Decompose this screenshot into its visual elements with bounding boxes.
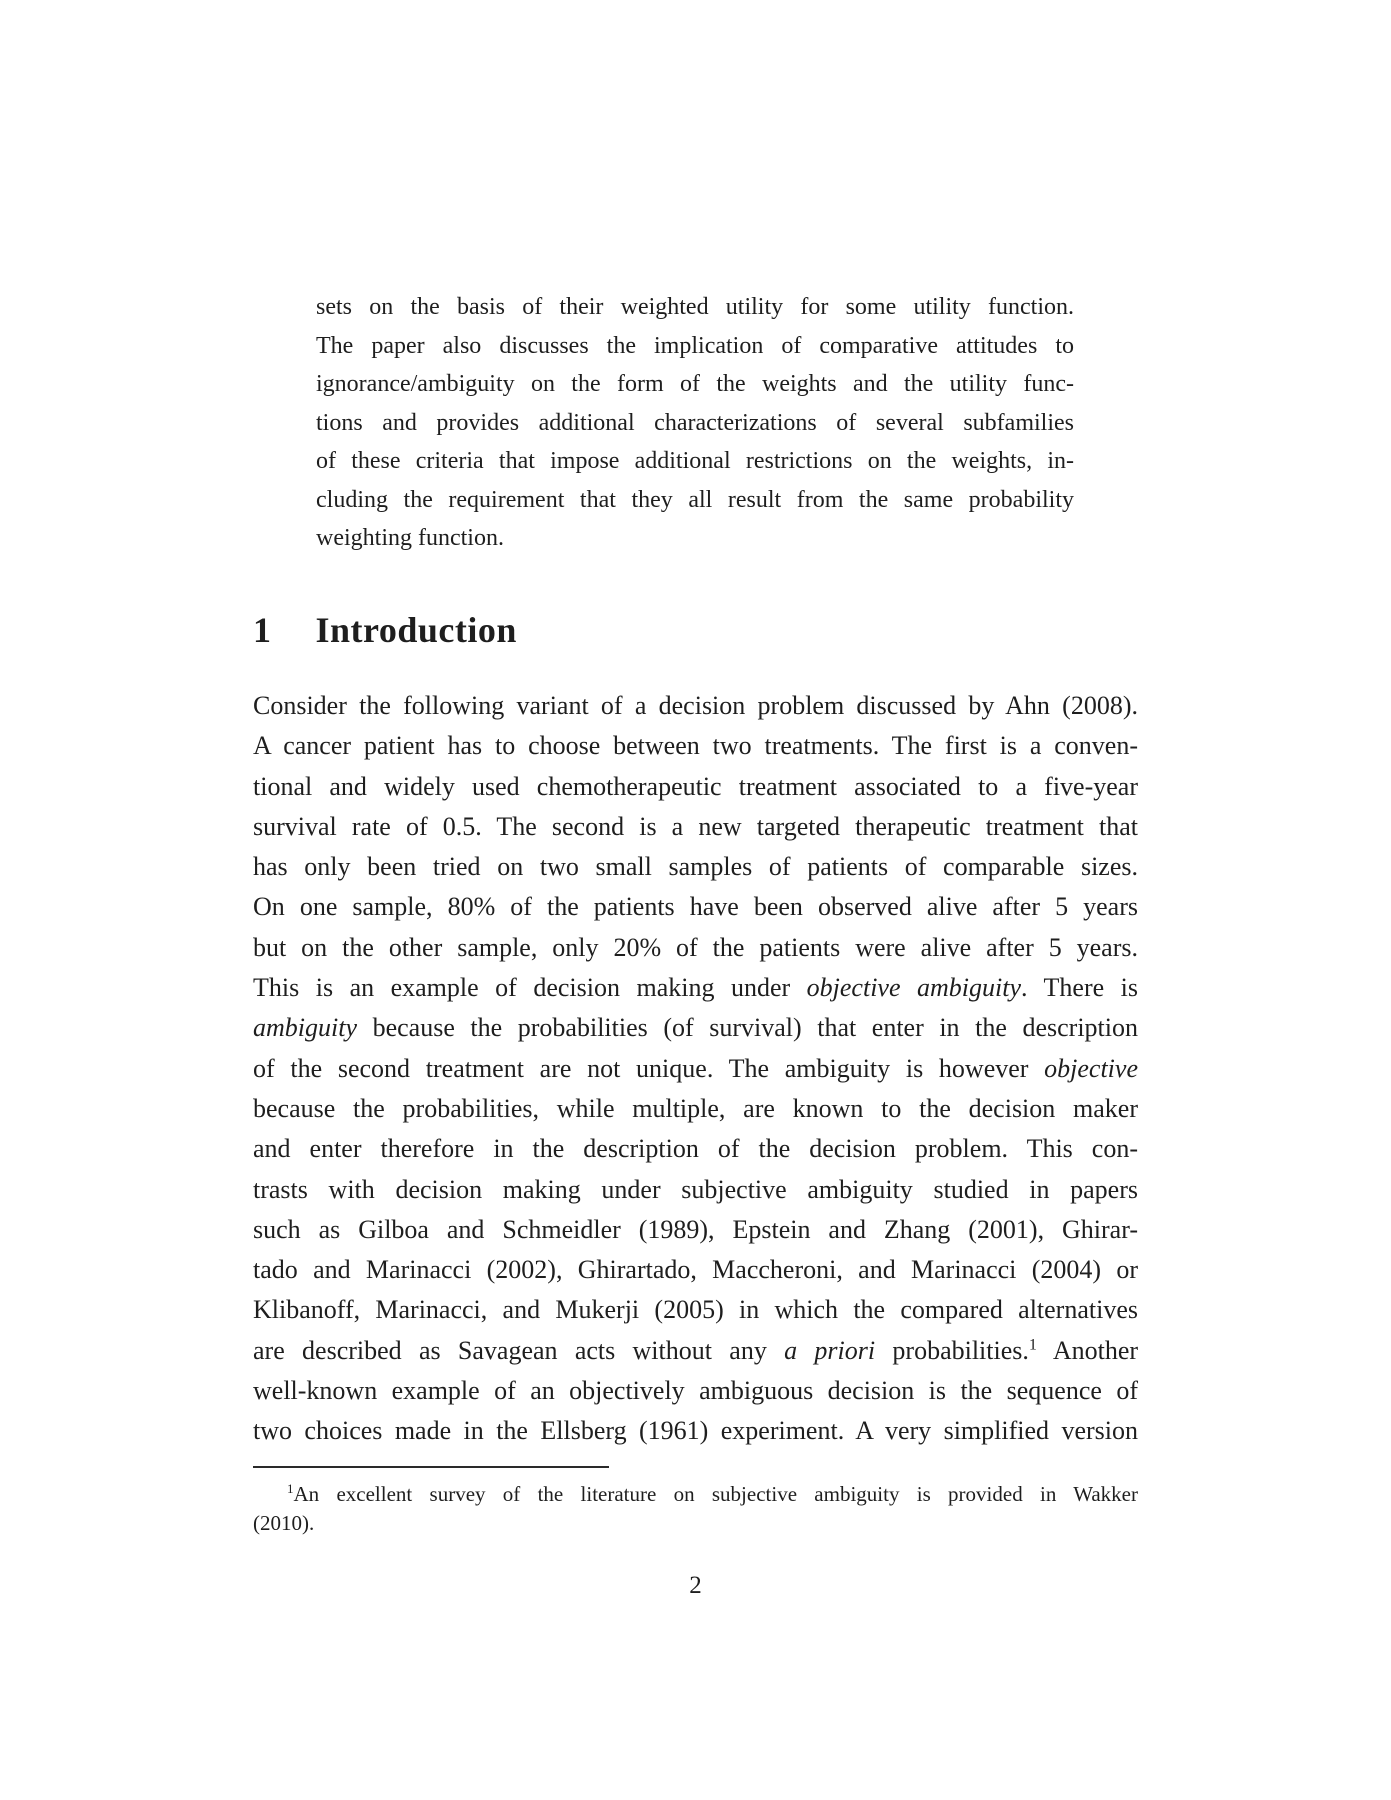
- text-line: ignorance/ambiguity on the form of the weights and the utility func-: [316, 371, 1074, 397]
- text-line: survival rate of 0.5. The second is a new targeted therapeutic treatment that: [253, 811, 1138, 841]
- text-line: and enter therefore in the description of the decision problem. This con-: [253, 1134, 1138, 1164]
- footnote-marker: 1: [1028, 1336, 1037, 1354]
- text-line: On one sample, 80% of the patients have been observed alive after 5 years: [253, 892, 1138, 922]
- text-line: two choices made in the Ellsberg (1961) experiment. A very simplified version: [253, 1416, 1138, 1446]
- text-line: are described as Savagean acts without any a priori probabilities.$^1$ Another: [253, 1335, 1139, 1365]
- text-line: weighting function.: [316, 525, 504, 551]
- text-line: sets on the basis of their weighted utility for some utility function.: [316, 294, 1074, 320]
- section-heading: [253, 608, 1138, 652]
- abstract-continuation: [316, 288, 1074, 558]
- text-line: of the second treatment are not unique. The ambiguity is however objective: [253, 1053, 1138, 1083]
- text-line: A cancer patient has to choose between two treatments. The first is a conven-: [253, 731, 1138, 761]
- footnote: [253, 1480, 1138, 1538]
- text-line: of these criteria that impose additional restrictions on the weights, in-: [316, 448, 1074, 474]
- text-line: (2010).: [253, 1511, 315, 1535]
- text-line: The paper also discusses the implication of comparative attitudes to: [316, 332, 1074, 359]
- text-line: Klibanoff, Marinacci, and Mukerji (2005) in which the compared alternatives: [253, 1295, 1138, 1325]
- section-title: Introduction: [315, 610, 517, 650]
- text-line: well-known example of an objectively ambiguous decision is the sequence of: [253, 1376, 1138, 1406]
- text-line: has only been tried on two small samples of patients of comparable sizes.: [253, 852, 1138, 882]
- footnote-marker: 1: [287, 1481, 294, 1496]
- text-line: tional and widely used chemotherapeutic treatment associated to a five-year: [253, 771, 1138, 801]
- text-line: cluding the requirement that they all result from the same probability: [316, 486, 1074, 513]
- introduction-paragraph: [253, 686, 1138, 1452]
- text-line: trasts with decision making under subjective ambiguity studied in papers: [253, 1174, 1138, 1204]
- text-line: ambiguity because the probabilities (of survival) that enter in the description: [253, 1013, 1138, 1043]
- footnote-rule: [253, 1466, 609, 1468]
- text-line: but on the other sample, only 20% of the patients were alive after 5 years.: [253, 932, 1138, 962]
- page-number: 2: [689, 1572, 702, 1599]
- text-line: $^1$An excellent survey of the literature on subjective ambiguity is provided in Wakker: [287, 1481, 1138, 1506]
- text-line: such as Gilboa and Schmeidler (1989), Epstein and Zhang (2001), Ghirar-: [253, 1214, 1138, 1244]
- text-line: because the probabilities, while multiple, are known to the decision maker: [253, 1093, 1138, 1123]
- text-line: tado and Marinacci (2002), Ghirartado, Maccheroni, and Marinacci (2004) or: [253, 1255, 1138, 1285]
- text-line: This is an example of decision making under objective ambiguity. There is: [253, 973, 1138, 1003]
- text-line: Consider the following variant of a decision problem discussed by Ahn (2008).: [253, 691, 1138, 720]
- section-number: 1: [253, 610, 272, 650]
- text-line: tions and provides additional characterizations of several subfamilies: [316, 409, 1074, 436]
